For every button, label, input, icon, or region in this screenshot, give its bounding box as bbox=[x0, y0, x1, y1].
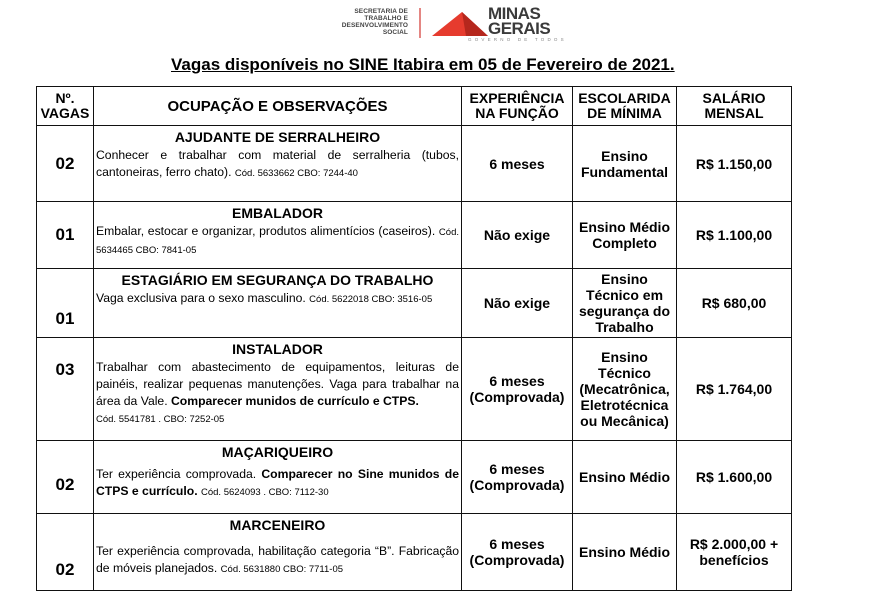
ocupacao-title: MAÇARIQUEIRO bbox=[221, 444, 334, 460]
ocupacao-title: INSTALADOR bbox=[232, 341, 323, 357]
experiencia-cell: 6 meses (Comprovada) bbox=[462, 441, 573, 514]
col-header-salario: SALÁRIO MENSAL bbox=[677, 87, 792, 126]
ocupacao-cell bbox=[94, 338, 462, 441]
salario-cell: R$ 1.100,00 bbox=[677, 202, 792, 269]
salario-cell: R$ 680,00 bbox=[677, 269, 792, 338]
vagas-count: 01 bbox=[37, 202, 94, 269]
secretaria-text bbox=[330, 8, 408, 36]
vagas-count: 02 bbox=[37, 441, 94, 514]
experiencia-cell: 6 meses (Comprovada) bbox=[462, 338, 573, 441]
col-header-experiencia: EXPERIÊNCIA NA FUNÇÃO bbox=[462, 87, 573, 126]
vagas-table bbox=[36, 86, 792, 591]
table-row bbox=[37, 202, 792, 269]
logo-word: MINAS bbox=[488, 4, 541, 23]
table-row bbox=[37, 338, 792, 441]
ocupacao-title: MARCENEIRO bbox=[229, 517, 326, 533]
escolaridade-cell: Ensino Médio Completo bbox=[573, 202, 677, 269]
escolaridade-cell: Ensino Técnico (Mecatrônica, Eletrotécnica ou Mecânica) bbox=[573, 338, 677, 441]
salario-cell: R$ 2.000,00 + benefícios bbox=[677, 514, 792, 591]
job-code: Cód. 5631880 CBO: 7711-05 bbox=[220, 564, 344, 575]
col-header-ocupacao: OCUPAÇÃO E OBSERVAÇÕES bbox=[94, 87, 462, 126]
ocupacao-cell bbox=[94, 514, 462, 591]
ocupacao-desc: Ter experiência comprovada. Comparecer no Sine munidos de CTPS e currículo. Cód. 5624093 . CBO: 7112-30 bbox=[96, 467, 459, 498]
col-header-vagas: Nº. VAGAS bbox=[37, 87, 94, 126]
ocupacao-desc: Trabalhar com abastecimento de equipamentos, leituras de painéis, realizar pequenas manutenções. Vaga para trabalhar na área da Vale. Comparecer munidos de currículo e CTPS. Cód. 5541781 . CBO: 7252-05 bbox=[96, 360, 459, 425]
ocupacao-cell bbox=[94, 126, 462, 202]
minas-gerais-triangle-icon bbox=[432, 12, 488, 36]
job-code: Cód. 5634465 CBO: 7841-05 bbox=[96, 227, 459, 256]
table-row bbox=[37, 514, 792, 591]
escolaridade-cell: Ensino Fundamental bbox=[573, 126, 677, 202]
logo-word: GERAIS bbox=[488, 19, 551, 38]
escolaridade-cell: Ensino Médio bbox=[573, 441, 677, 514]
secretaria-line: SECRETARIA DE bbox=[354, 8, 408, 15]
secretaria-line: SOCIAL bbox=[382, 29, 408, 36]
ocupacao-desc: Conhecer e trabalhar com material de serralheria (tubos, cantoneiras, ferro chato). Cód. 5633662 CBO: 7244-40 bbox=[96, 148, 459, 179]
salario-cell: R$ 1.764,00 bbox=[677, 338, 792, 441]
col-header-escolaridade: ESCOLARIDA DE MÍNIMA bbox=[573, 87, 677, 126]
escolaridade-cell: Ensino Médio bbox=[573, 514, 677, 591]
minas-gerais-wordmark bbox=[488, 6, 550, 36]
page-title: Vagas disponíveis no SINE Itabira em 05 de Fevereiro de 2021. bbox=[171, 55, 675, 74]
table-row bbox=[37, 441, 792, 514]
ocupacao-desc: Vaga exclusiva para o sexo masculino. Cód. 5622018 CBO: 3516-05 bbox=[96, 291, 433, 305]
experiencia-cell: Não exige bbox=[462, 202, 573, 269]
ocupacao-cell bbox=[94, 441, 462, 514]
ocupacao-title: EMBALADOR bbox=[232, 205, 323, 221]
vagas-count: 03 bbox=[37, 338, 94, 441]
job-code: Cód. 5622018 CBO: 3516-05 bbox=[309, 294, 433, 305]
vagas-count: 02 bbox=[37, 126, 94, 202]
experiencia-cell: 6 meses bbox=[462, 126, 573, 202]
ocupacao-desc: Embalar, estocar e organizar, produtos alimentícios (caseiros). Cód. 5634465 CBO: 7841-05 bbox=[96, 224, 459, 256]
secretaria-line: DESENVOLVIMENTO bbox=[341, 22, 408, 29]
table-row bbox=[37, 126, 792, 202]
table-header-row bbox=[37, 87, 792, 126]
job-code: Cód. 5633662 CBO: 7244-40 bbox=[234, 168, 358, 179]
ocupacao-desc: Ter experiência comprovada, habilitação categoria “B”. Fabricação de móveis planejados. Cód. 5631880 CBO: 7711-05 bbox=[96, 544, 459, 575]
salario-cell: R$ 1.600,00 bbox=[677, 441, 792, 514]
job-code: Cód. 5624093 . CBO: 7112-30 bbox=[200, 487, 329, 498]
job-code: Cód. 5541781 . CBO: 7252-05 bbox=[96, 414, 225, 425]
logo-tagline: GOVERNO DE TODOS bbox=[468, 37, 567, 42]
salario-cell: R$ 1.150,00 bbox=[677, 126, 792, 202]
experiencia-cell: Não exige bbox=[462, 269, 573, 338]
experiencia-cell: 6 meses (Comprovada) bbox=[462, 514, 573, 591]
escolaridade-cell: Ensino Técnico em segurança do Trabalho bbox=[573, 269, 677, 338]
ocupacao-cell bbox=[94, 269, 462, 338]
header-logo bbox=[330, 4, 580, 40]
vagas-count: 02 bbox=[37, 514, 94, 591]
ocupacao-cell bbox=[94, 202, 462, 269]
ocupacao-title: ESTAGIÁRIO EM SEGURANÇA DO TRABALHO bbox=[121, 272, 434, 288]
logo-divider bbox=[419, 8, 421, 38]
ocupacao-title: AJUDANTE DE SERRALHEIRO bbox=[174, 129, 381, 145]
table-row bbox=[37, 269, 792, 338]
vagas-count: 01 bbox=[37, 269, 94, 338]
secretaria-line: TRABALHO E bbox=[364, 15, 408, 22]
